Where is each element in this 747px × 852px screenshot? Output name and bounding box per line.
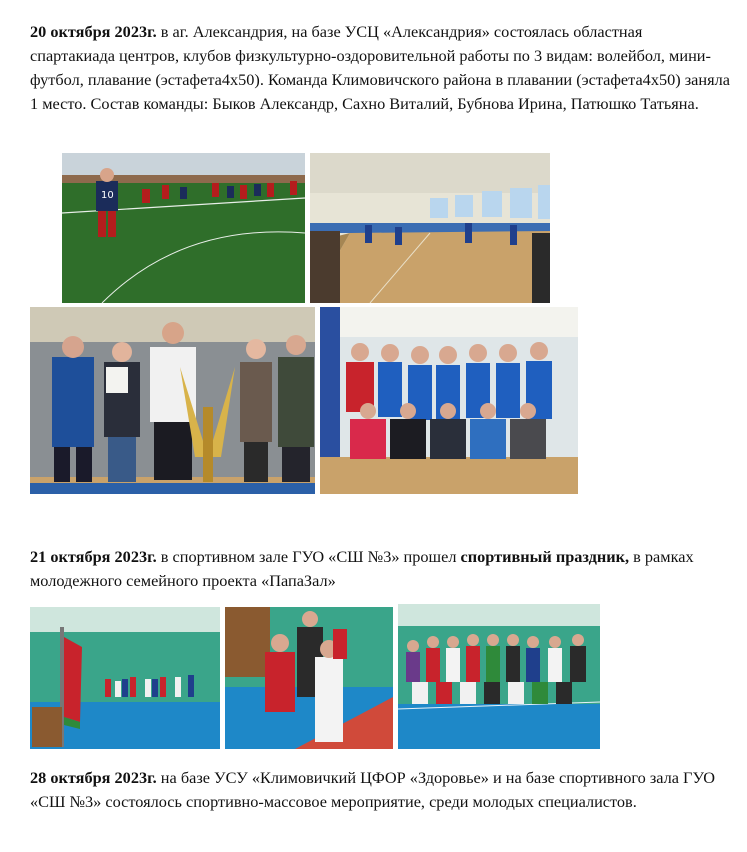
photo-mini-football <box>62 153 305 303</box>
photo-gym-flags <box>30 607 220 749</box>
paragraph-papazal-text-2: в рамках молодежного семейного проекта «ПапаЗал» <box>30 547 694 590</box>
photo-families-group <box>398 604 600 749</box>
photo-award-ceremony <box>225 607 393 749</box>
photo-team-group <box>320 307 578 494</box>
photo-team-with-trophy <box>30 307 315 494</box>
paragraph-spartakiada-text: в аг. Александрия, на базе УСЦ «Александрия» состоялась областная спартакиада центров, клубов физкультурно-оздоровительной работы по 3 видам: волейбол, мини-футбол, плавание (эстафета4х50). Команда Климовичского района в плавании (эстафета4х50) заняла 1 место. Состав команды: Быков Александр, Сахно Виталий, Бубнова Ирина, Патюшко Татьяна. <box>30 22 730 113</box>
paragraph-spartakiada <box>30 20 730 116</box>
jersey-number: 10 <box>101 190 114 201</box>
date-oct-20: 20 октября 2023г. <box>30 22 157 41</box>
paragraph-papazal-highlight: спортивный праздник, <box>460 547 630 566</box>
paragraph-young-specialists <box>30 766 730 814</box>
paragraph-papazal-text-1: в спортивном зале ГУО «СШ №3» прошел <box>156 547 461 566</box>
date-oct-28: 28 октября 2023г. <box>30 768 157 787</box>
paragraph-papazal <box>30 545 730 593</box>
paragraph-young-specialists-text: на базе УСУ «Климовичкий ЦФОР «Здоровье» и на базе спортивного зала ГУО «СШ №3» состоялось спортивно-массовое мероприятие, среди молодых специалистов. <box>30 768 715 811</box>
photo-volleyball-hall <box>310 153 550 303</box>
date-oct-21: 21 октября 2023г. <box>30 547 157 566</box>
